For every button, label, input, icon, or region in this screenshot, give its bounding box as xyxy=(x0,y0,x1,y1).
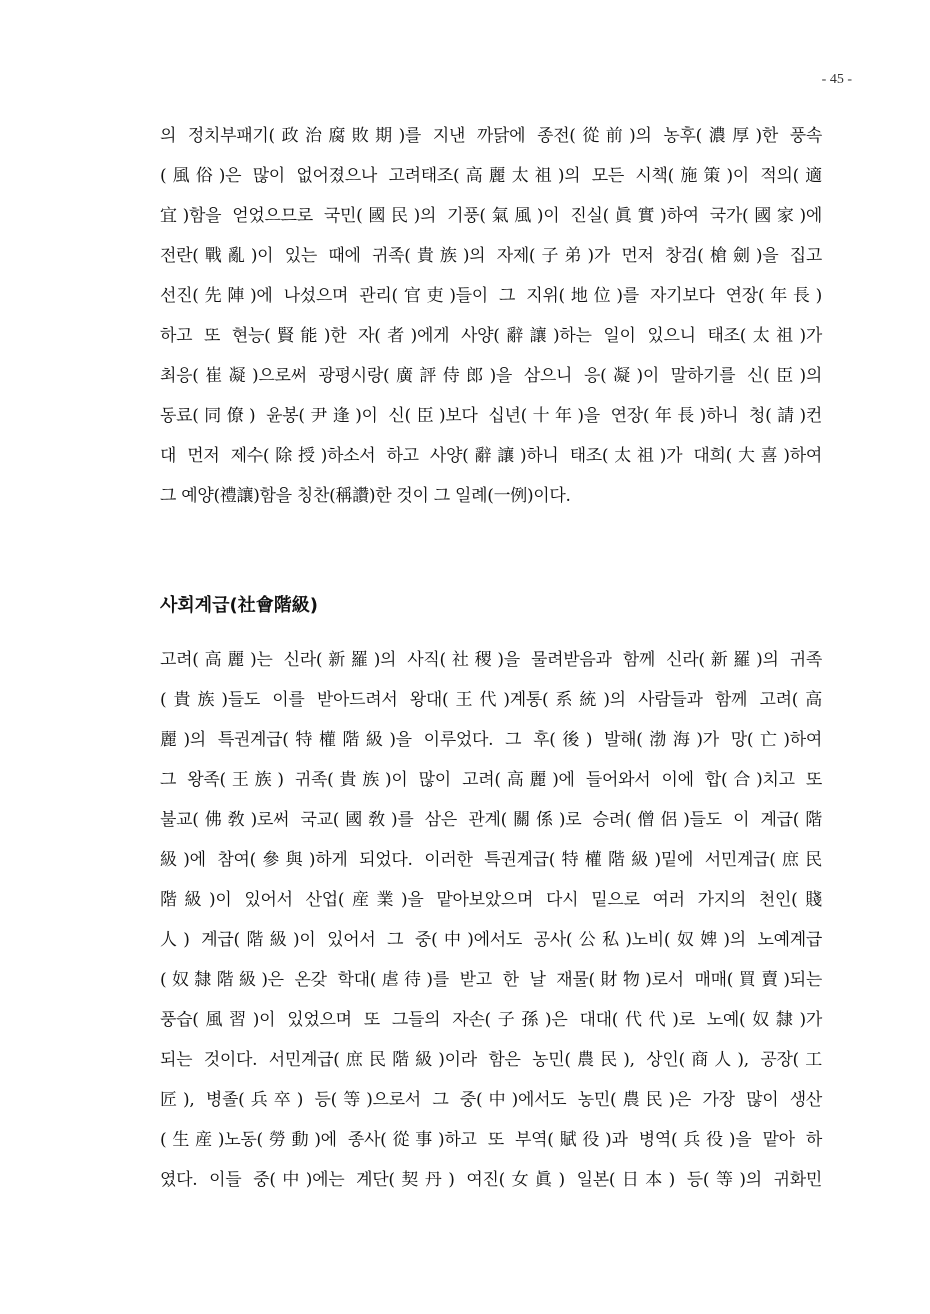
text-line: 匠), 병졸(兵卒) 등(等)으로서 그 중(中)에서도 농민(農民)은 가장 많이 생산 xyxy=(160,1090,822,1110)
text-line: 되는 것이다. 서민계급(庶民階級)이라 함은 농민(農民), 상인(商人), 공장(工 xyxy=(160,1050,822,1070)
text-line: 하고 또 현능(賢能)한 자(者)에게 사양(辭讓)하는 일이 있으니 태조(太祖)가 xyxy=(160,326,822,346)
text-line: 그 왕족(王族) 귀족(貴族)이 많이 고려(高麗)에 들어와서 이에 합(合)치고 또 xyxy=(160,770,822,790)
text-line: 선진(先陣)에 나섰으며 관리(官吏)들이 그 지위(地位)를 자기보다 연장(年長) xyxy=(160,286,822,306)
page-number: - 45 - xyxy=(821,72,852,87)
text-line: 불교(佛敎)로써 국교(國敎)를 삼은 관계(關係)로 승려(僧侶)들도 이 계급(階 xyxy=(160,810,822,830)
text-line: 고려(高麗)는 신라(新羅)의 사직(社稷)을 물려받음과 함께 신라(新羅)의 귀족 xyxy=(160,650,822,670)
text-line: (奴隸階級)은 온갖 학대(虐待)를 받고 한 날 재물(財物)로서 매매(買賣)되는 xyxy=(160,970,822,990)
text-line: 의 정치부패기(政治腐敗期)를 지낸 까닭에 종전(從前)의 농후(濃厚)한 풍속 xyxy=(160,126,822,146)
text-line: 동료(同僚) 윤봉(尹逢)이 신(臣)보다 십년(十年)을 연장(年長)하니 청(請)컨 xyxy=(160,406,822,426)
text-line: 麗)의 특권계급(特權階級)을 이루었다. 그 후(後) 발해(渤海)가 망(亡)하여 xyxy=(160,730,822,750)
text-line: 人) 계급(階級)이 있어서 그 중(中)에서도 공사(公私)노비(奴婢)의 노예계급 xyxy=(160,930,822,950)
text-line: 였다. 이들 중(中)에는 계단(契丹) 여진(女眞) 일본(日本) 등(等)의 귀화민 xyxy=(160,1170,822,1190)
text-line: 최응(崔凝)으로써 광평시랑(廣評侍郎)을 삼으니 응(凝)이 말하기를 신(臣)의 xyxy=(160,366,822,386)
section-heading: 사회계급(社會階級) xyxy=(160,595,319,616)
text-line: 풍습(風習)이 있었으며 또 그들의 자손(子孫)은 대대(代代)로 노예(奴隸)가 xyxy=(160,1010,822,1030)
text-line: (生産)노동(勞動)에 종사(從事)하고 또 부역(賦役)과 병역(兵役)을 맡아 하 xyxy=(160,1130,822,1150)
text-line: 전란(戰亂)이 있는 때에 귀족(貴族)의 자제(子弟)가 먼저 창검(槍劍)을 집고 xyxy=(160,246,822,266)
text-line: 대 먼저 제수(除授)하소서 하고 사양(辭讓)하니 태조(太祖)가 대희(大喜)하여 xyxy=(160,446,822,466)
text-line: (風俗)은 많이 없어졌으나 고려태조(高麗太祖)의 모든 시책(施策)이 적의(適 xyxy=(160,166,822,186)
text-line: 級)에 참여(參與)하게 되었다. 이러한 특권계급(特權階級)밑에 서민계급(庶民 xyxy=(160,850,822,870)
paragraph-social-class xyxy=(160,640,822,1200)
text-line: (貴族)들도 이를 받아드려서 왕대(王代)계통(系統)의 사람들과 함께 고려(高 xyxy=(160,690,822,710)
paragraph-politics xyxy=(160,116,822,516)
text-line: 宜)함을 얻었으므로 국민(國民)의 기풍(氣風)이 진실(眞實)하여 국가(國家)에 xyxy=(160,206,822,226)
text-line: 階級)이 있어서 산업(産業)을 맡아보았으며 다시 밑으로 여러 가지의 천인(賤 xyxy=(160,890,822,910)
text-line: 그 예양(禮讓)함을 칭찬(稱讚)한 것이 그 일례(一例)이다. xyxy=(160,486,571,506)
